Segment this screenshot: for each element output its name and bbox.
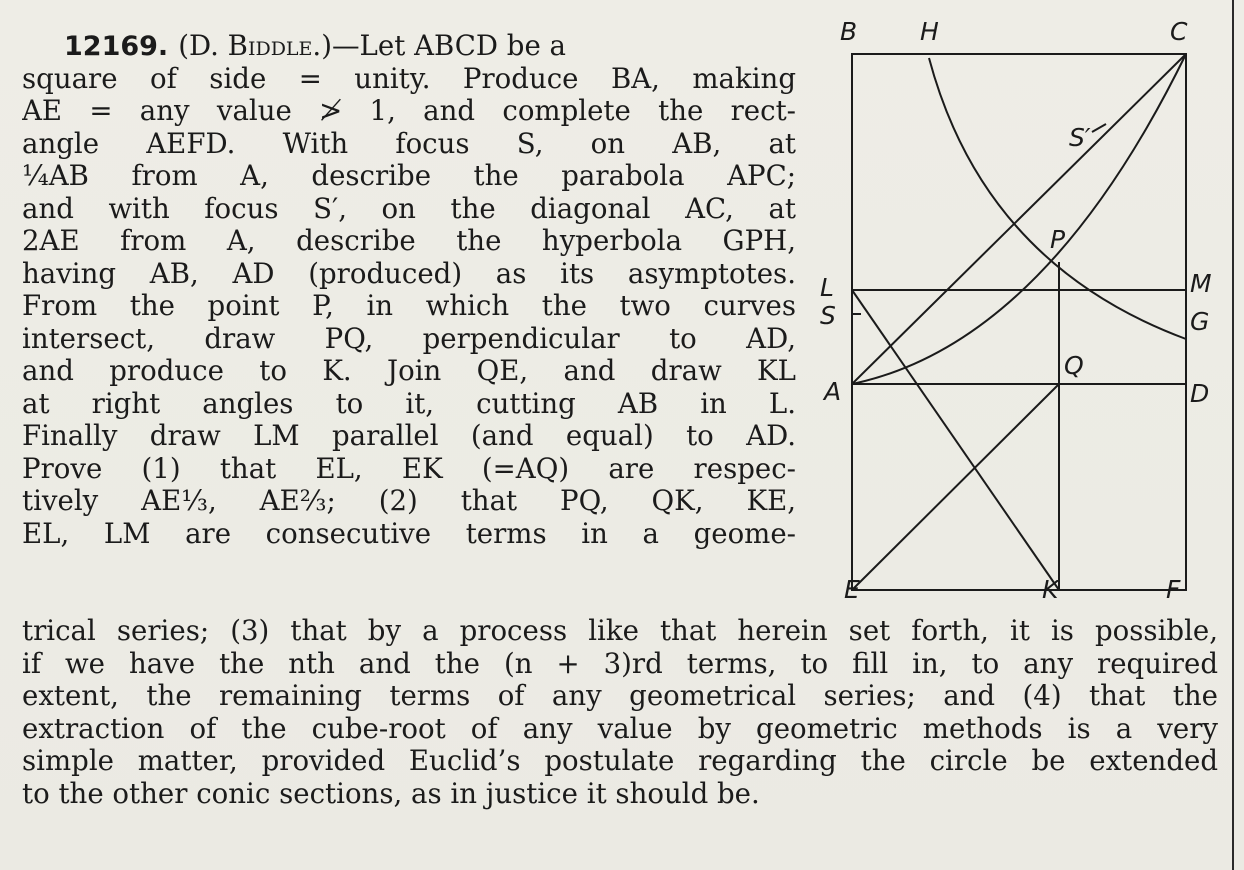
label-L: L: [820, 273, 834, 302]
label-H: H: [920, 17, 939, 46]
diagonal-AC: [852, 54, 1186, 384]
problem-line: Finally draw LM parallel (and equal) to AD.: [22, 420, 796, 452]
problem-line: square of side = unity. Produce BA, making: [22, 62, 796, 95]
label-S: S: [820, 301, 836, 330]
problem-heading-line: [22, 30, 796, 63]
continuation-line: if we have the nth and the (n + 3)rd terms, to fill in, to any required: [22, 647, 1218, 680]
problem-line: EL, LM are consecutive terms in a geome-: [22, 517, 796, 550]
label-B: B: [840, 17, 858, 46]
author-name: Biddle: [227, 29, 313, 62]
right-margin-rule: [1232, 0, 1234, 870]
hyperbola-GPH: [929, 58, 1186, 339]
label-M: M: [1190, 269, 1212, 298]
continuation-line: trical series; (3) that by a process like that herein set forth, it is possible,: [22, 615, 1218, 647]
problem-number: 12169.: [64, 31, 169, 62]
rectangle-BCFE: [852, 54, 1186, 590]
author-suffix: .)—Let ABCD be a: [312, 29, 567, 62]
problem-line: and with focus S′, on the diagonal AC, at: [22, 192, 796, 225]
problem-line: Prove (1) that EL, EK (=AQ) are respec-: [22, 452, 796, 485]
problem-line: From the point P, in which the two curves: [22, 290, 796, 322]
label-P: P: [1050, 225, 1066, 254]
problem-line: intersect, draw PQ, perpendicular to AD,: [22, 322, 796, 355]
problem-line: 2AE from A, describe the hyperbola GPH,: [22, 225, 796, 257]
label-K: K: [1042, 575, 1059, 604]
focus-tick-S-prime: [1092, 124, 1106, 132]
label-C: C: [1170, 17, 1188, 46]
problem-line: AE = any value ≯ 1, and complete the rect-: [22, 95, 796, 127]
continuation-line: simple matter, provided Euclid’s postulate regarding the circle be extended: [22, 745, 1218, 777]
label-A: A: [824, 377, 842, 406]
geometry-figure: [814, 14, 1228, 604]
continuation-line: extraction of the cube-root of any value by geometric methods is a very: [22, 712, 1218, 745]
problem-line: ¼AB from A, describe the parabola APC;: [22, 160, 796, 192]
problem-line: at right angles to it, cutting AB in L.: [22, 387, 796, 420]
label-F: F: [1166, 575, 1181, 604]
label-G: G: [1190, 307, 1210, 336]
line-EQ: [852, 384, 1059, 590]
problem-line: angle AEFD. With focus S, on AB, at: [22, 127, 796, 160]
label-S-prime: S′: [1069, 123, 1091, 152]
problem-text-column: [22, 30, 796, 550]
continuation-line: to the other conic sections, as in justice it should be.: [22, 776, 760, 810]
continuation-line: extent, the remaining terms of any geometrical series; and (4) that the: [22, 680, 1218, 712]
problem-line: and produce to K. Join QE, and draw KL: [22, 355, 796, 387]
author-prefix: (D.: [178, 29, 219, 62]
problem-line: tively AE⅓, AE⅔; (2) that PQ, QK, KE,: [22, 485, 796, 517]
problem-line: having AB, AD (produced) as its asymptotes.: [22, 257, 796, 290]
line-LK: [852, 290, 1059, 590]
problem-continuation: [22, 615, 1218, 810]
label-D: D: [1190, 379, 1210, 408]
geometry-diagram: [814, 14, 1228, 604]
label-Q: Q: [1064, 351, 1084, 380]
label-E: E: [844, 575, 860, 604]
